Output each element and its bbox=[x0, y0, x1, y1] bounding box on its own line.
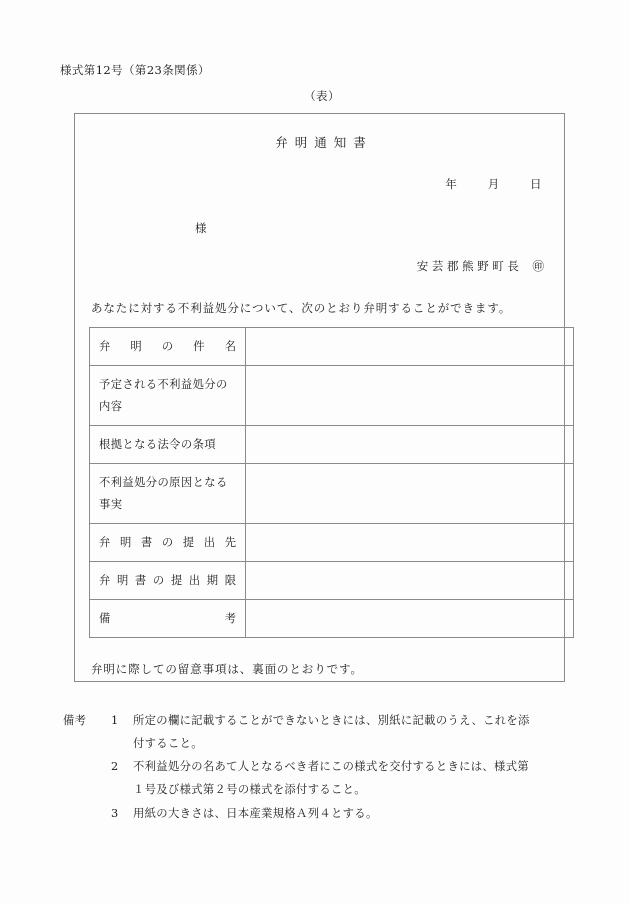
footnote-text: 用紙の大きさは、日本産業規格Ａ列４とする。 bbox=[133, 806, 378, 820]
form-number: 様式第12号（第23条関係） bbox=[60, 63, 210, 77]
footnote-line bbox=[63, 709, 583, 732]
issuer-line bbox=[417, 258, 544, 274]
row-value-cell[interactable] bbox=[246, 600, 574, 638]
footnote-text: １号及び様式第２号の様式を添付すること。 bbox=[133, 783, 366, 797]
table-row bbox=[90, 600, 574, 638]
footnote-line bbox=[63, 732, 583, 755]
footnote-number: 1 bbox=[111, 714, 119, 727]
footnote-text: 不利益処分の名あて人となるべき者にこの様式を交付するときには、様式第 bbox=[133, 760, 529, 774]
addressee-honorific: 様 bbox=[195, 221, 207, 235]
form-table-body bbox=[90, 328, 574, 638]
footnote-text: 所定の欄に記載することができないときには、別紙に記載のうえ、これを添 bbox=[133, 714, 530, 727]
date-month: 月 bbox=[487, 177, 500, 191]
row-value-cell[interactable] bbox=[246, 328, 574, 366]
footnote-number: 3 bbox=[111, 806, 119, 820]
footnote-line bbox=[63, 802, 583, 825]
row-label: 弁明書の提出期限 bbox=[99, 574, 236, 588]
row-label-cell bbox=[90, 366, 246, 426]
document-title: 弁明通知書 bbox=[275, 135, 373, 150]
lead-text: あなたに対する不利益処分について、次のとおり弁明することができます。 bbox=[91, 301, 512, 315]
row-label-cell bbox=[90, 524, 246, 562]
table-row bbox=[90, 426, 574, 464]
row-label: 弁明書の提出先 bbox=[99, 536, 236, 550]
table-row bbox=[90, 524, 574, 562]
table-row bbox=[90, 328, 574, 366]
footnote-number: 2 bbox=[111, 760, 119, 774]
side-marker: （表） bbox=[304, 89, 340, 103]
date-day: 日 bbox=[530, 177, 542, 191]
footnote-line bbox=[63, 755, 583, 778]
row-label: 根拠となる法令の条項 bbox=[99, 438, 216, 452]
row-label-cell bbox=[90, 464, 246, 524]
row-value-cell[interactable] bbox=[246, 524, 574, 562]
row-label-cell bbox=[90, 562, 246, 600]
table-row bbox=[90, 464, 574, 524]
row-label-cell bbox=[90, 600, 246, 638]
seal-icon: ㊞ bbox=[532, 259, 544, 273]
row-label: 予定される不利益処分の内容 bbox=[99, 378, 228, 414]
footnote-text: 付すること。 bbox=[133, 737, 203, 751]
date-line bbox=[445, 176, 542, 192]
date-year: 年 bbox=[445, 177, 458, 191]
row-value-cell[interactable] bbox=[246, 366, 574, 426]
row-label-cell bbox=[90, 426, 246, 464]
footnote-line bbox=[63, 778, 583, 801]
row-value-cell[interactable] bbox=[246, 562, 574, 600]
issuer-name: 安芸郡熊野町長 bbox=[416, 259, 523, 273]
notice-form-table bbox=[89, 327, 574, 638]
row-label: 弁明の件名 bbox=[99, 340, 236, 353]
row-label: 備考 bbox=[99, 612, 236, 626]
row-label: 不利益処分の原因となる事実 bbox=[99, 476, 228, 512]
notice-outer-box bbox=[74, 113, 565, 682]
table-row bbox=[90, 562, 574, 600]
footnotes bbox=[63, 709, 583, 825]
table-row bbox=[90, 366, 574, 426]
row-value-cell[interactable] bbox=[246, 426, 574, 464]
closing-note: 弁明に際しての留意事項は、裏面のとおりです。 bbox=[91, 662, 363, 676]
row-value-cell[interactable] bbox=[246, 464, 574, 524]
row-label-cell bbox=[90, 328, 246, 366]
footnotes-label: 備考 bbox=[63, 714, 87, 727]
